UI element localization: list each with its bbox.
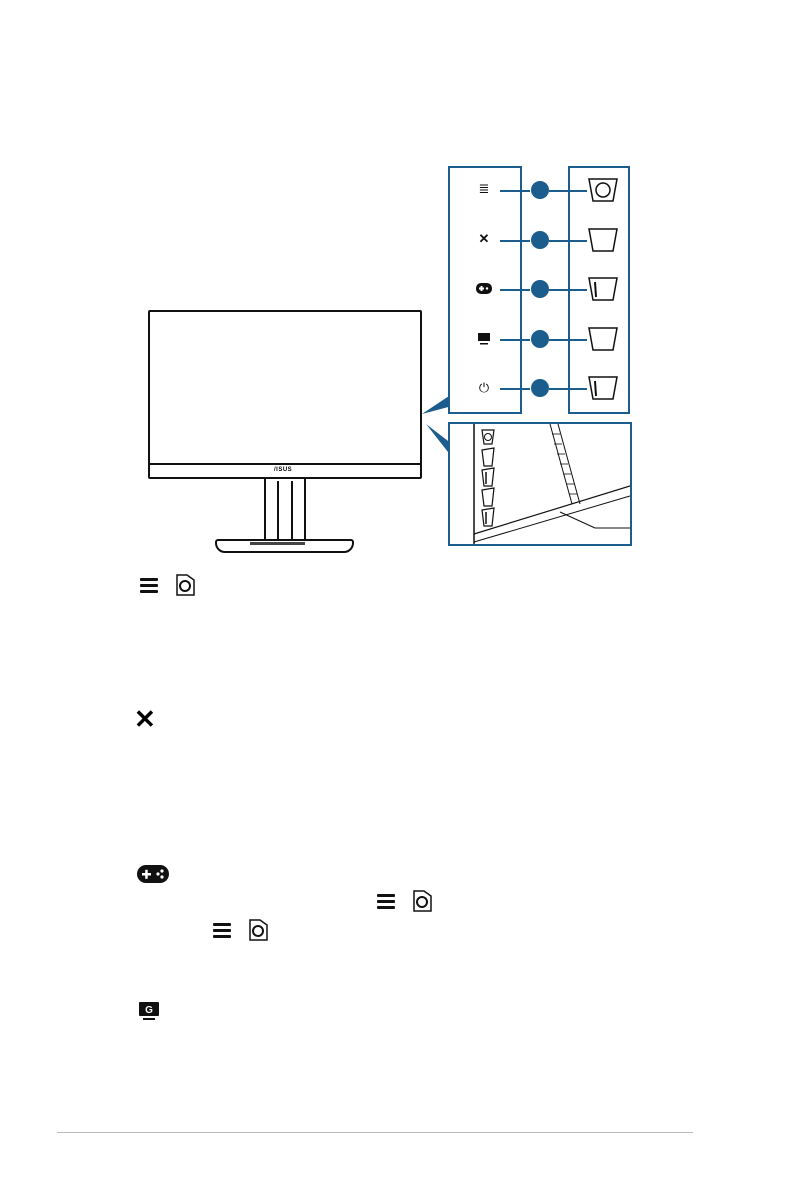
monitor-illustration (140, 305, 430, 550)
connector-line (549, 339, 587, 341)
connector-line (500, 388, 530, 390)
menu-icon (213, 923, 231, 939)
footer-divider (57, 1132, 693, 1133)
connector-line (549, 388, 587, 390)
connector-line (500, 339, 530, 341)
power-icon: ⏻ (478, 380, 490, 395)
number-marker (531, 231, 549, 249)
menu-icon: ≣ (478, 181, 490, 196)
monitor-bezel (148, 463, 422, 465)
menu-icon (140, 578, 158, 594)
number-marker (531, 280, 549, 298)
five-way-key-icon (412, 890, 432, 912)
connector-line (500, 289, 530, 291)
trapezoid-key-icon (587, 227, 619, 253)
connector-line (549, 240, 587, 242)
number-marker (531, 330, 549, 348)
gameplus-icon (139, 1002, 159, 1022)
close-icon: ✕ (478, 231, 490, 246)
monitor-stand-channel (277, 481, 293, 543)
monitor-screen (148, 310, 422, 479)
five-way-key-icon (175, 574, 195, 596)
monitor-base-strip (250, 542, 305, 545)
connector-line (500, 190, 530, 192)
ridged-key-icon (587, 375, 619, 401)
trapezoid-key-icon (587, 326, 619, 352)
svg-text:G: G (145, 1005, 153, 1016)
menu-icon (377, 894, 395, 910)
bezel-closeup-panel (448, 422, 632, 546)
gamepad-icon (137, 864, 169, 884)
number-marker (531, 181, 549, 199)
connector-line (549, 190, 587, 192)
connector-line (549, 289, 587, 291)
ridged-key-icon (587, 276, 619, 302)
gamevisual-icon (476, 283, 492, 294)
bezel-closeup-drawing (450, 424, 630, 544)
connector-line (500, 240, 530, 242)
gameplus-icon (478, 333, 490, 345)
brand-logo: /ISUS (274, 467, 293, 473)
close-icon: ✕ (134, 704, 156, 734)
number-marker (531, 379, 549, 397)
round-key-icon (587, 177, 619, 203)
five-way-key-icon (248, 919, 268, 941)
